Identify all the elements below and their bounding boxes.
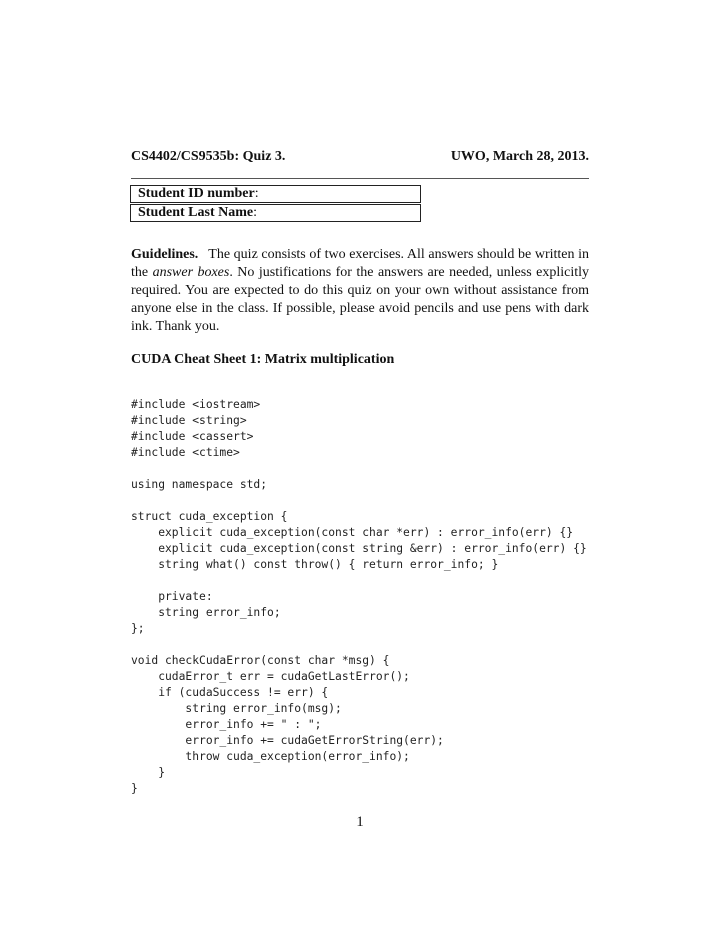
code-line: #include <cassert> [131, 430, 254, 443]
code-line: explicit cuda_exception(const char *err) : error_info(err) {} [131, 526, 574, 539]
code-line [131, 637, 587, 653]
student-id-box[interactable] [130, 185, 421, 203]
code-line: #include <iostream> [131, 398, 261, 411]
code-line: string error_info(msg); [131, 702, 342, 715]
code-line: string what() const throw() { return error_info; } [131, 558, 499, 571]
code-line: error_info += cudaGetErrorString(err); [131, 734, 444, 747]
code-line: } [131, 766, 166, 779]
guidelines-text-end: . No justifications for the answers are needed, unless explicitly required. You are expected to do this quiz on your own without assistance from anyone else in the class. If possible, please avoid pencils and use pens with dark ink. Thank you. [131, 265, 589, 334]
code-listing [131, 397, 587, 797]
answer-boxes-emphasis: answer boxes [152, 265, 230, 280]
code-line: if (cudaSuccess != err) { [131, 686, 329, 699]
code-line: private: [131, 590, 213, 603]
code-line: throw cuda_exception(error_info); [131, 750, 410, 763]
code-line: } [131, 782, 138, 795]
page-number: 1 [356, 814, 364, 830]
student-last-name-label: Student Last Name [138, 205, 254, 220]
code-line [131, 461, 587, 477]
student-id-colon: : [254, 186, 259, 201]
code-line: cudaError_t err = cudaGetLastError(); [131, 670, 410, 683]
code-line: error_info += " : "; [131, 718, 322, 731]
code-line: }; [131, 622, 145, 635]
institution-date: UWO, March 28, 2013. [450, 149, 589, 164]
code-line: explicit cuda_exception(const string &err) : error_info(err) {} [131, 542, 587, 555]
guidelines-text-start: The quiz consists of two exercises. All answers should be written in the [131, 247, 589, 280]
code-line: struct cuda_exception { [131, 510, 288, 523]
guidelines-heading: Guidelines. [131, 247, 199, 262]
code-line: string error_info; [131, 606, 281, 619]
student-id-label: Student ID number [138, 186, 255, 201]
section-title: CUDA Cheat Sheet 1: Matrix multiplication [131, 352, 395, 367]
code-line [131, 573, 587, 589]
code-line [131, 493, 587, 509]
student-last-name-colon: : [253, 205, 258, 220]
course-title: CS4402/CS9535b: Quiz 3. [131, 149, 286, 164]
code-line: void checkCudaError(const char *msg) { [131, 654, 390, 667]
code-line: #include <string> [131, 414, 247, 427]
guidelines-paragraph [131, 246, 589, 336]
student-last-name-box[interactable] [130, 204, 421, 222]
code-line: using namespace std; [131, 478, 268, 491]
code-line: #include <ctime> [131, 446, 240, 459]
header-divider [131, 178, 589, 179]
